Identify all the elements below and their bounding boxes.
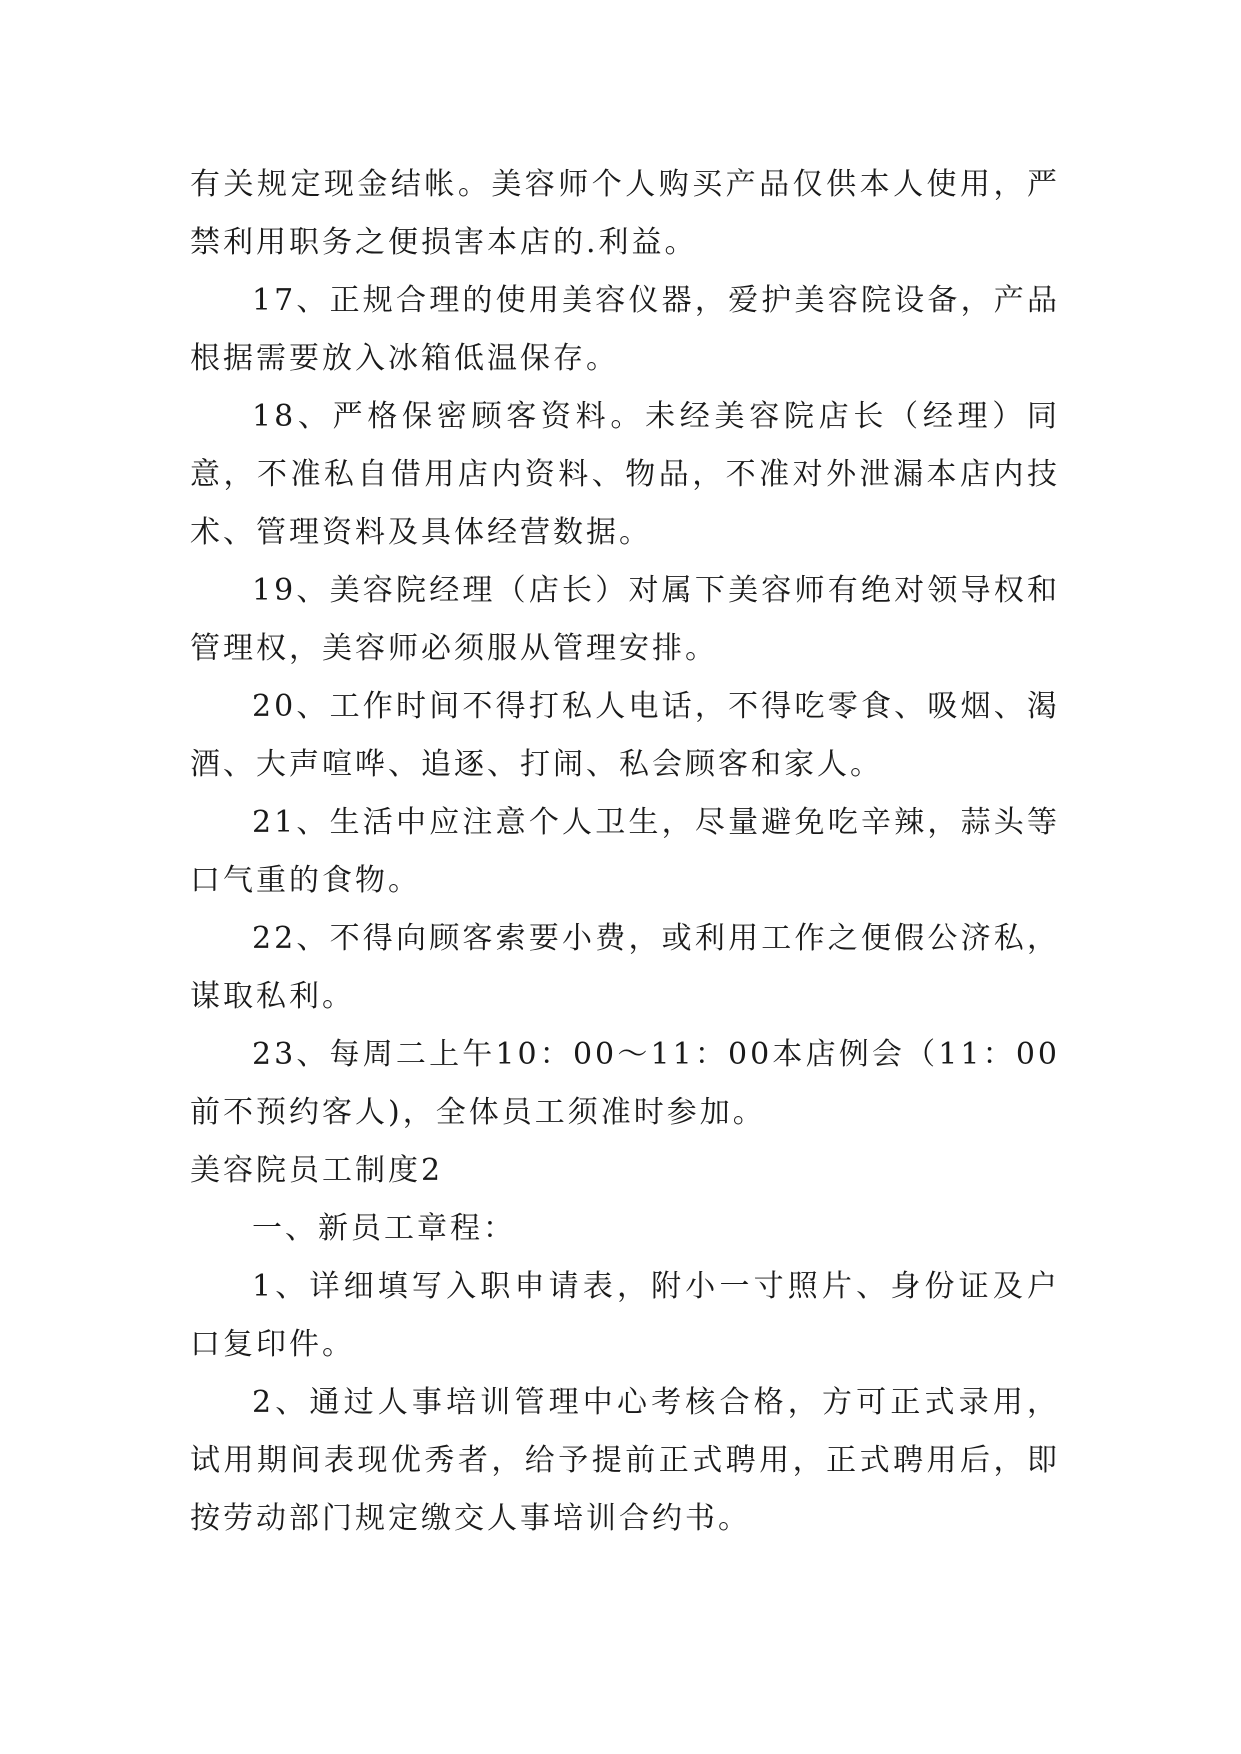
paragraph-rule-19: 19、美容院经理（店长）对属下美容师有绝对领导权和管理权，美容师必须服从管理安排。	[190, 573, 1060, 666]
document-body	[190, 156, 1060, 1548]
paragraph-settlement-rules: 有关规定现金结帐。美容师个人购买产品仅供本人使用，严禁利用职务之便损害本店的.利益。	[190, 167, 1060, 260]
paragraph-rule-23: 23、每周二上午10：00～11：00本店例会（11：00前不预约客人)，全体员工须准时参加。	[190, 1037, 1060, 1130]
paragraph-new-staff-rule-1: 1、详细填写入职申请表，附小一寸照片、身份证及户口复印件。	[190, 1269, 1060, 1362]
paragraph-rule-22: 22、不得向顾客索要小费，或利用工作之便假公济私，谋取私利。	[190, 921, 1060, 1014]
paragraph-rule-18: 18、严格保密顾客资料。未经美容院店长（经理）同意，不准私自借用店内资料、物品，不准对外泄漏本店内技术、管理资料及具体经营数据。	[190, 399, 1060, 550]
paragraph-rule-17: 17、正规合理的使用美容仪器，爱护美容院设备，产品根据需要放入冰箱低温保存。	[190, 283, 1060, 376]
paragraph-new-staff-heading: 一、新员工章程：	[252, 1211, 516, 1246]
section-title: 美容院员工制度2	[190, 1153, 444, 1188]
paragraph-rule-21: 21、生活中应注意个人卫生，尽量避免吃辛辣，蒜头等口气重的食物。	[190, 805, 1060, 898]
paragraph-new-staff-rule-2: 2、通过人事培训管理中心考核合格，方可正式录用，试用期间表现优秀者，给予提前正式聘用，正式聘用后，即按劳动部门规定缴交人事培训合约书。	[190, 1385, 1060, 1536]
paragraph-rule-20: 20、工作时间不得打私人电话，不得吃零食、吸烟、渴酒、大声喧哗、追逐、打闹、私会顾客和家人。	[190, 689, 1060, 782]
